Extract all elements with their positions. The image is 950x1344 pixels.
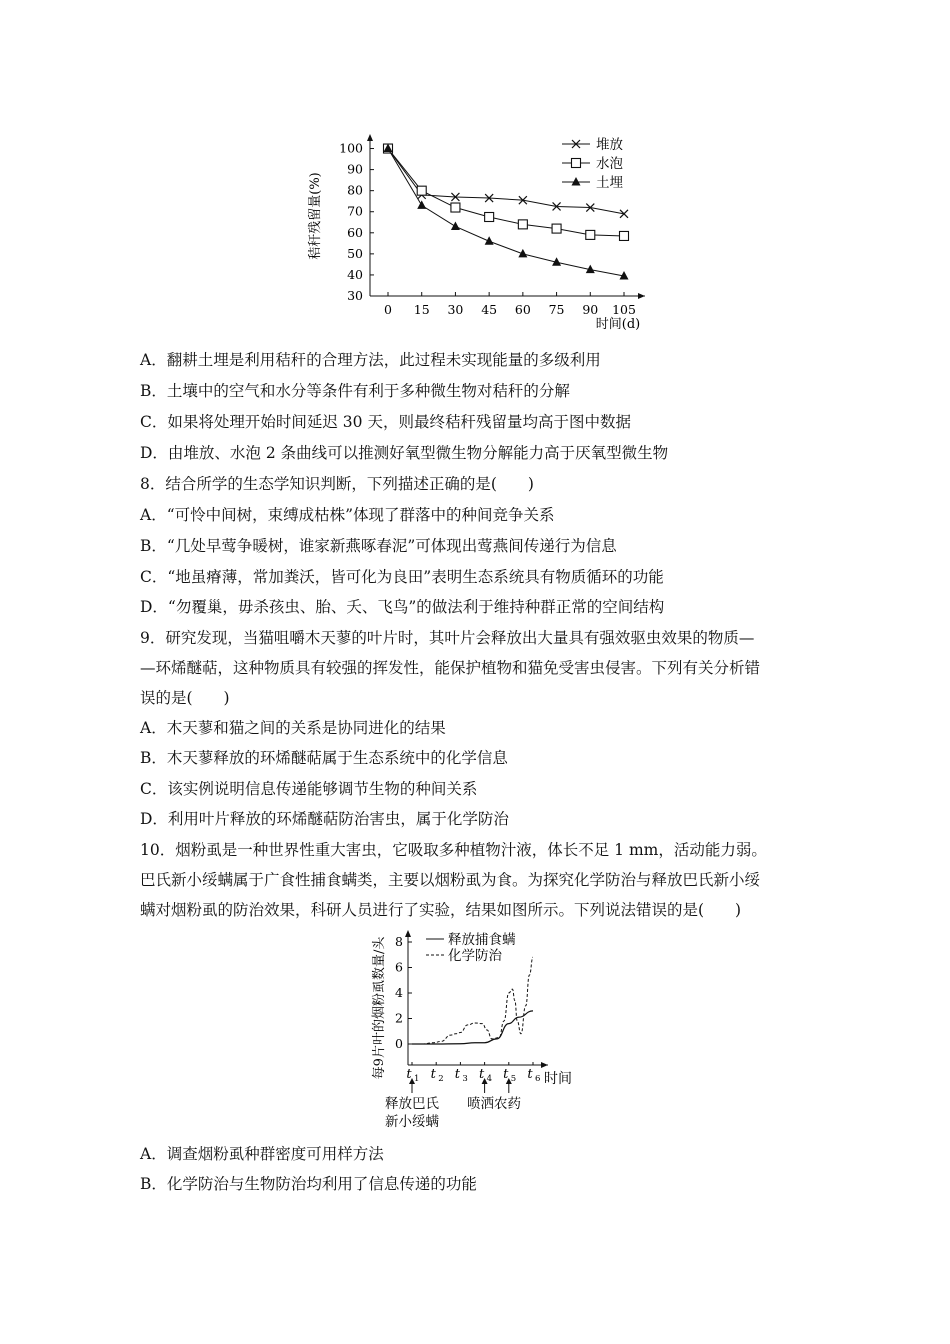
q9-option-b: B．木天蓼释放的环烯醚萜属于生态系统中的化学信息 [140, 749, 508, 767]
square-marker [552, 224, 561, 233]
annotation-pesticide: 喷洒农药 [467, 1096, 521, 1112]
x-tick-subscript: 4 [486, 1074, 493, 1084]
q10-stem-line-2: 巴氏新小绥螨属于广食性捕食螨类，主要以烟粉虱为食。为探究化学防治与释放巴氏新小绥 [140, 871, 761, 889]
series-释放捕食螨 [412, 1011, 533, 1044]
q7-option-c: C．如果将处理开始时间延迟 30 天，则最终秸秆残留量均高于图中数据 [140, 413, 631, 431]
q9-option-a: A．木天蓼和猫之间的关系是协同进化的结果 [140, 719, 446, 737]
y-tick-label: 8 [395, 934, 403, 949]
q10-stem-line-1: 10．烟粉虱是一种世界性重大害虫，它吸取多种植物汁液，体长不足 1 mm，活动能力弱。 [140, 841, 767, 859]
series-土埋 [384, 144, 629, 280]
x-tick-label: t [406, 1067, 412, 1082]
y-axis-arrow [405, 930, 411, 937]
y-tick-label: 100 [339, 140, 363, 156]
q8-option-d: D．“勿覆巢，毋杀孩虫、胎、夭、飞鸟”的做法利于维持种群正常的空间结构 [140, 598, 665, 616]
y-tick-label: 40 [347, 266, 363, 282]
whitefly-chart [370, 928, 590, 1133]
x-axis-arrow [541, 1062, 548, 1068]
y-axis-arrow [367, 134, 373, 141]
y-tick-label: 50 [347, 245, 363, 261]
x-tick-label: 45 [481, 302, 498, 317]
y-tick-label: 70 [347, 203, 363, 219]
cross-marker [620, 210, 628, 218]
square-marker [572, 159, 581, 168]
series-化学防治 [412, 957, 533, 1044]
q8-stem: 8．结合所学的生态学知识判断，下列描述正确的是( ) [140, 475, 534, 493]
q9-stem-line-3: 误的是( ) [140, 689, 230, 707]
legend-label: 化学防治 [448, 948, 502, 964]
q8-option-b: B．“几处早莺争暖树，谁家新燕啄春泥”可体现出莺燕间传递行为信息 [140, 537, 617, 555]
square-marker [620, 231, 629, 240]
x-tick-label: t [478, 1067, 485, 1082]
legend-item [562, 155, 623, 172]
triangle-marker [451, 221, 460, 230]
x-tick-label: t [503, 1067, 509, 1082]
legend-label: 水泡 [596, 156, 623, 172]
triangle-marker [572, 177, 581, 186]
x-tick-label: 60 [514, 302, 531, 317]
series-line [388, 149, 624, 276]
q9-stem-line-2: —环烯醚萜，这种物质具有较强的挥发性，能保护植物和猫免受害虫侵害。下列有关分析错 [140, 659, 761, 677]
y-axis-label: 每9片叶的烟粉虱数量/头 [372, 936, 387, 1080]
q7-option-d: D．由堆放、水泡 2 条曲线可以推测好氧型微生物分解能力高于厌氧型微生物 [140, 444, 669, 462]
y-tick-label: 80 [347, 182, 363, 198]
x-axis-arrow [638, 293, 645, 299]
y-tick-label: 0 [395, 1036, 403, 1051]
y-tick-label: 60 [347, 224, 363, 240]
annotation-release-line-2: 新小绥螨 [385, 1114, 439, 1130]
annotation-release-line-1: 释放巴氏 [385, 1096, 439, 1112]
square-marker [586, 230, 595, 239]
y-axis-label: 秸秆残留量(%) [308, 172, 323, 260]
square-marker [417, 186, 426, 195]
x-tick-label: 30 [447, 302, 464, 317]
y-tick-label: 2 [395, 1010, 403, 1026]
x-tick-label: 15 [413, 302, 430, 317]
q10-option-b: B．化学防治与生物防治均利用了信息传递的功能 [140, 1175, 477, 1193]
legend-label: 堆放 [596, 137, 623, 153]
x-tick-label: t [527, 1067, 533, 1082]
x-tick-label: t [454, 1067, 461, 1082]
legend-label: 土埋 [596, 175, 623, 191]
square-marker [518, 220, 527, 229]
q10-option-a: A．调查烟粉虱种群密度可用样方法 [140, 1145, 384, 1163]
legend-item [562, 137, 624, 153]
x-tick-subscript: 6 [535, 1074, 541, 1084]
x-tick-subscript: 2 [438, 1074, 444, 1084]
y-tick-label: 90 [347, 161, 363, 177]
x-tick-label: t [430, 1067, 436, 1082]
square-marker [451, 203, 460, 212]
legend-item [562, 174, 624, 191]
y-tick-label: 6 [395, 959, 403, 975]
x-axis-label: 时间 [544, 1071, 572, 1087]
x-tick-label: 105 [612, 302, 636, 317]
q8-option-a: A．“可怜中间树，束缚成枯株”体现了群落中的种间竞争关系 [140, 506, 555, 524]
q9-option-d: D．利用叶片释放的环烯醚萜防治害虫，属于化学防治 [140, 810, 509, 828]
y-tick-label: 4 [395, 985, 403, 1000]
q7-option-b: B．土壤中的空气和水分等条件有利于多种微生物对秸秆的分解 [140, 382, 570, 400]
q9-option-c: C．该实例说明信息传递能够调节生物的种间关系 [140, 780, 478, 798]
triangle-marker [485, 236, 494, 245]
square-marker [485, 213, 494, 222]
q10-stem-line-3: 螨对烟粉虱的防治效果，科研人员进行了实验，结果如图所示。下列说法错误的是( ) [140, 901, 742, 919]
x-tick-label: 90 [582, 302, 599, 317]
q9-stem-line-1: 9．研究发现，当猫咀嚼木天蓼的叶片时，其叶片会释放出大量具有强效驱虫效果的物质— [140, 629, 755, 647]
series-水泡 [384, 144, 629, 240]
x-tick-subscript: 3 [462, 1074, 468, 1084]
x-tick-subscript: 1 [414, 1074, 420, 1084]
q8-option-c: C．“地虽瘠薄，常加粪沃，皆可化为良田”表明生态系统具有物质循环的功能 [140, 568, 664, 586]
x-axis-label: 时间(d) [595, 317, 641, 332]
q7-option-a: A．翻耕土埋是利用秸秆的合理方法，此过程未实现能量的多级利用 [140, 351, 601, 369]
x-tick-subscript: 5 [510, 1074, 517, 1084]
x-tick-label: 0 [384, 302, 392, 317]
legend-label: 释放捕食螨 [448, 932, 516, 948]
straw-residue-chart [300, 128, 660, 340]
triangle-marker [417, 200, 426, 209]
y-tick-label: 30 [347, 288, 363, 303]
x-tick-label: 75 [548, 302, 565, 317]
